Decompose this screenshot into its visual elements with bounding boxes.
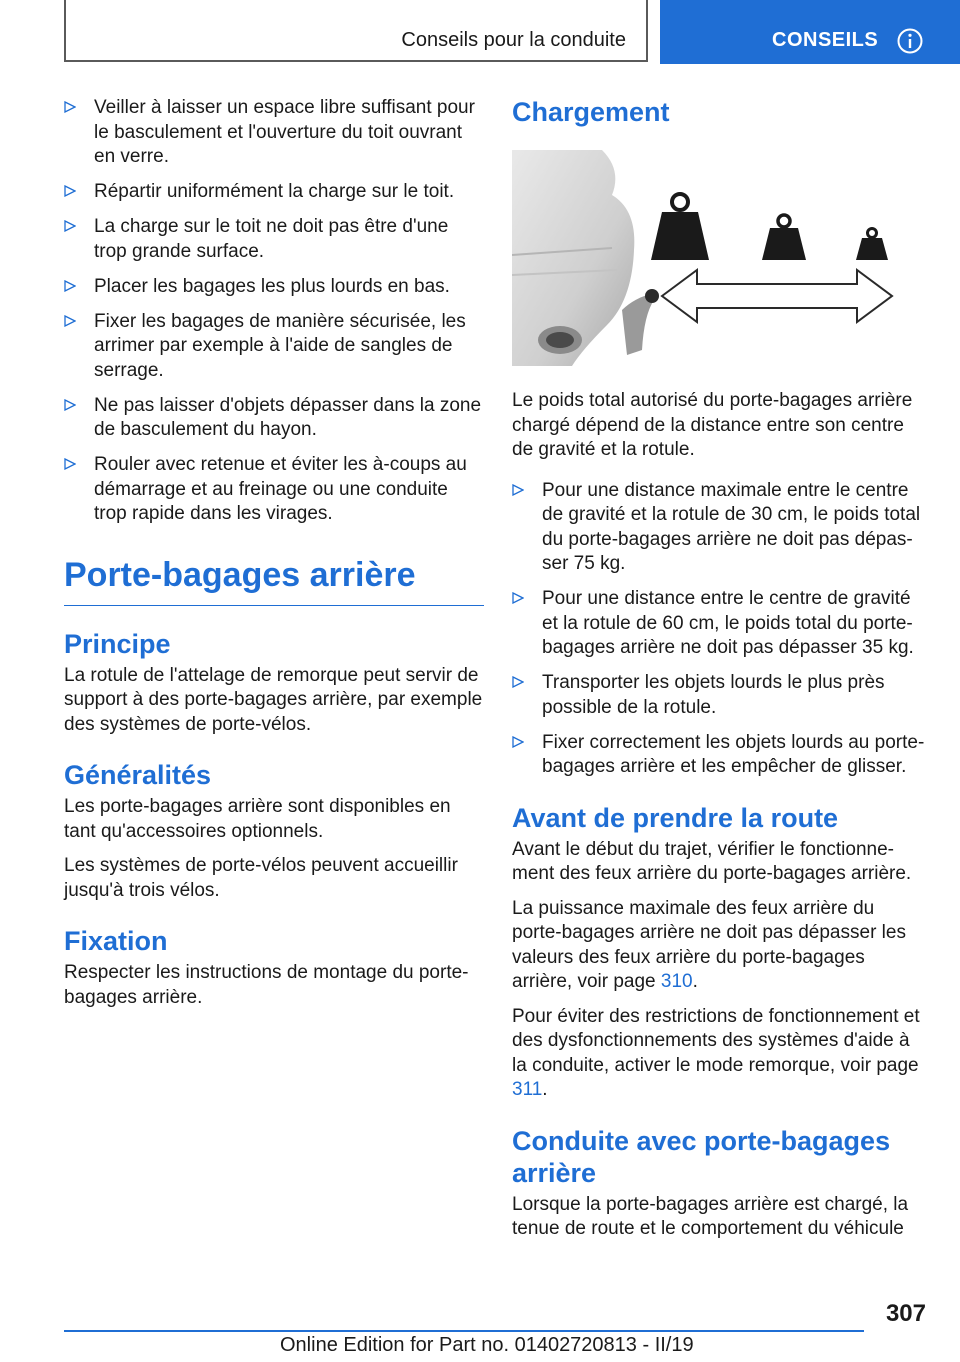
edition-note: Online Edition for Part no. 01402720813 - II/19 bbox=[280, 1334, 694, 1356]
page-link-311[interactable]: 311 bbox=[512, 1079, 543, 1100]
bullet-triangle-icon bbox=[512, 484, 524, 496]
weight-large-icon bbox=[651, 194, 709, 260]
paragraph-avant-1: Avant le début du trajet, vérifier le fonctionnement des feux arrière du porte-bagages arrière. bbox=[512, 838, 912, 884]
list-item: Fixer correctement les objets lourds au porte-bagages arrière et les empêcher de glisser. bbox=[512, 731, 928, 780]
heading-chargement: Chargement bbox=[512, 97, 670, 127]
paragraph-generalites-2: Les systèmes de porte-vélos peuvent accueillir jusqu'à trois vélos. bbox=[64, 855, 458, 901]
section-title-porte-bagages: Porte-bagages arrière bbox=[64, 555, 484, 606]
list-item: Placer les bagages les plus lourds en bas. bbox=[64, 275, 484, 300]
footer-divider bbox=[64, 1330, 864, 1332]
bullet-triangle-icon bbox=[64, 101, 76, 113]
list-item: Pour une distance maximale entre le centre de gravité et la rotule de 30 cm, le poids total du porte-bagages arrière ne doit pas dépasser 75 kg. bbox=[512, 479, 928, 577]
left-column bbox=[64, 96, 484, 1020]
heading-principe: Principe bbox=[64, 628, 171, 659]
right-column bbox=[512, 96, 928, 1252]
bullet-triangle-icon bbox=[64, 185, 76, 197]
bullet-triangle-icon bbox=[64, 280, 76, 292]
load-distance-illustration bbox=[512, 150, 928, 366]
paragraph-principe: La rotule de l'attelage de remorque peut servir de support à des porte-bagages arrière, par exemple des systèmes de porte-vélos. bbox=[64, 664, 483, 735]
list-item: Fixer les bagages de manière sécurisée, les arrimer par exemple à l'aide de sangles de serrage. bbox=[64, 310, 484, 384]
header-section-title: Conseils pour la conduite bbox=[401, 29, 626, 51]
header-chapter-label: CONSEILS bbox=[772, 29, 879, 51]
heading-avant-route: Avant de prendre la route bbox=[512, 802, 839, 833]
list-item: Rouler avec retenue et éviter les à-coups au démarrage et au freinage ou une conduite trop rapide dans les virages. bbox=[64, 453, 484, 527]
list-item: Ne pas laisser d'objets dépasser dans la zone de basculement du hayon. bbox=[64, 394, 484, 443]
bullet-triangle-icon bbox=[512, 592, 524, 604]
bullet-triangle-icon bbox=[64, 220, 76, 232]
list-item: La charge sur le toit ne doit pas être d'une trop grande surface. bbox=[64, 215, 484, 264]
bullet-triangle-icon bbox=[512, 676, 524, 688]
list-item: Veiller à laisser un espace libre suffisant pour le basculement et l'ouverture du toit ouvrant en verre. bbox=[64, 96, 484, 170]
paragraph-conduite: Lorsque la porte-bagages arrière est chargé, la tenue de route et le comportement du véhicule bbox=[512, 1193, 909, 1239]
list-item: Répartir uniformément la charge sur le toit. bbox=[64, 180, 484, 205]
right-bullet-list bbox=[512, 479, 928, 780]
weight-small-icon bbox=[856, 229, 888, 261]
list-item: Transporter les objets lourds le plus près possible de la rotule. bbox=[512, 671, 928, 720]
paragraph-fixation: Respecter les instructions de montage du porte-bagages arrière. bbox=[64, 962, 469, 1008]
paragraph-chargement-intro: Le poids total autorisé du porte-bagages arrière chargé dépend de la distance entre son centre de gravité et la rotule. bbox=[512, 390, 913, 460]
left-bullet-list bbox=[64, 96, 484, 527]
heading-fixation: Fixation bbox=[64, 926, 168, 956]
bullet-triangle-icon bbox=[64, 399, 76, 411]
page-link-310[interactable]: 310 bbox=[660, 971, 693, 992]
bullet-triangle-icon bbox=[64, 458, 76, 470]
list-item: Pour une distance entre le centre de gravité et la rotule de 60 cm, le poids total du porte-bagages arrière ne doit pas dépasser 35 kg. bbox=[512, 587, 928, 661]
bullet-triangle-icon bbox=[64, 315, 76, 327]
header-chapter-tab[interactable] bbox=[660, 0, 960, 64]
page-number: 307 bbox=[885, 1300, 926, 1327]
paragraph-avant-3: Pour éviter des restrictions de fonctionnement et des dysfonctionnements des systèmes d'aide à la conduite, activer le mode remorque, voir page 311. bbox=[512, 1005, 920, 1100]
paragraph-generalites-1: Les porte-bagages arrière sont disponibles en tant qu'accessoires optionnels. bbox=[64, 796, 451, 842]
heading-generalites: Généralités bbox=[64, 760, 212, 790]
weight-medium-icon bbox=[762, 215, 806, 260]
header-section-box bbox=[64, 0, 648, 62]
bullet-triangle-icon bbox=[512, 736, 524, 748]
info-icon[interactable] bbox=[897, 28, 923, 54]
paragraph-avant-2: La puissance maximale des feux arrière du porte-bagages arrière ne doit pas dépasser les valeurs des feux arrière du porte-bagages arrière, voir page 310. bbox=[512, 897, 906, 992]
heading-conduite: Conduite avec porte-bagages arrière bbox=[512, 1125, 891, 1188]
